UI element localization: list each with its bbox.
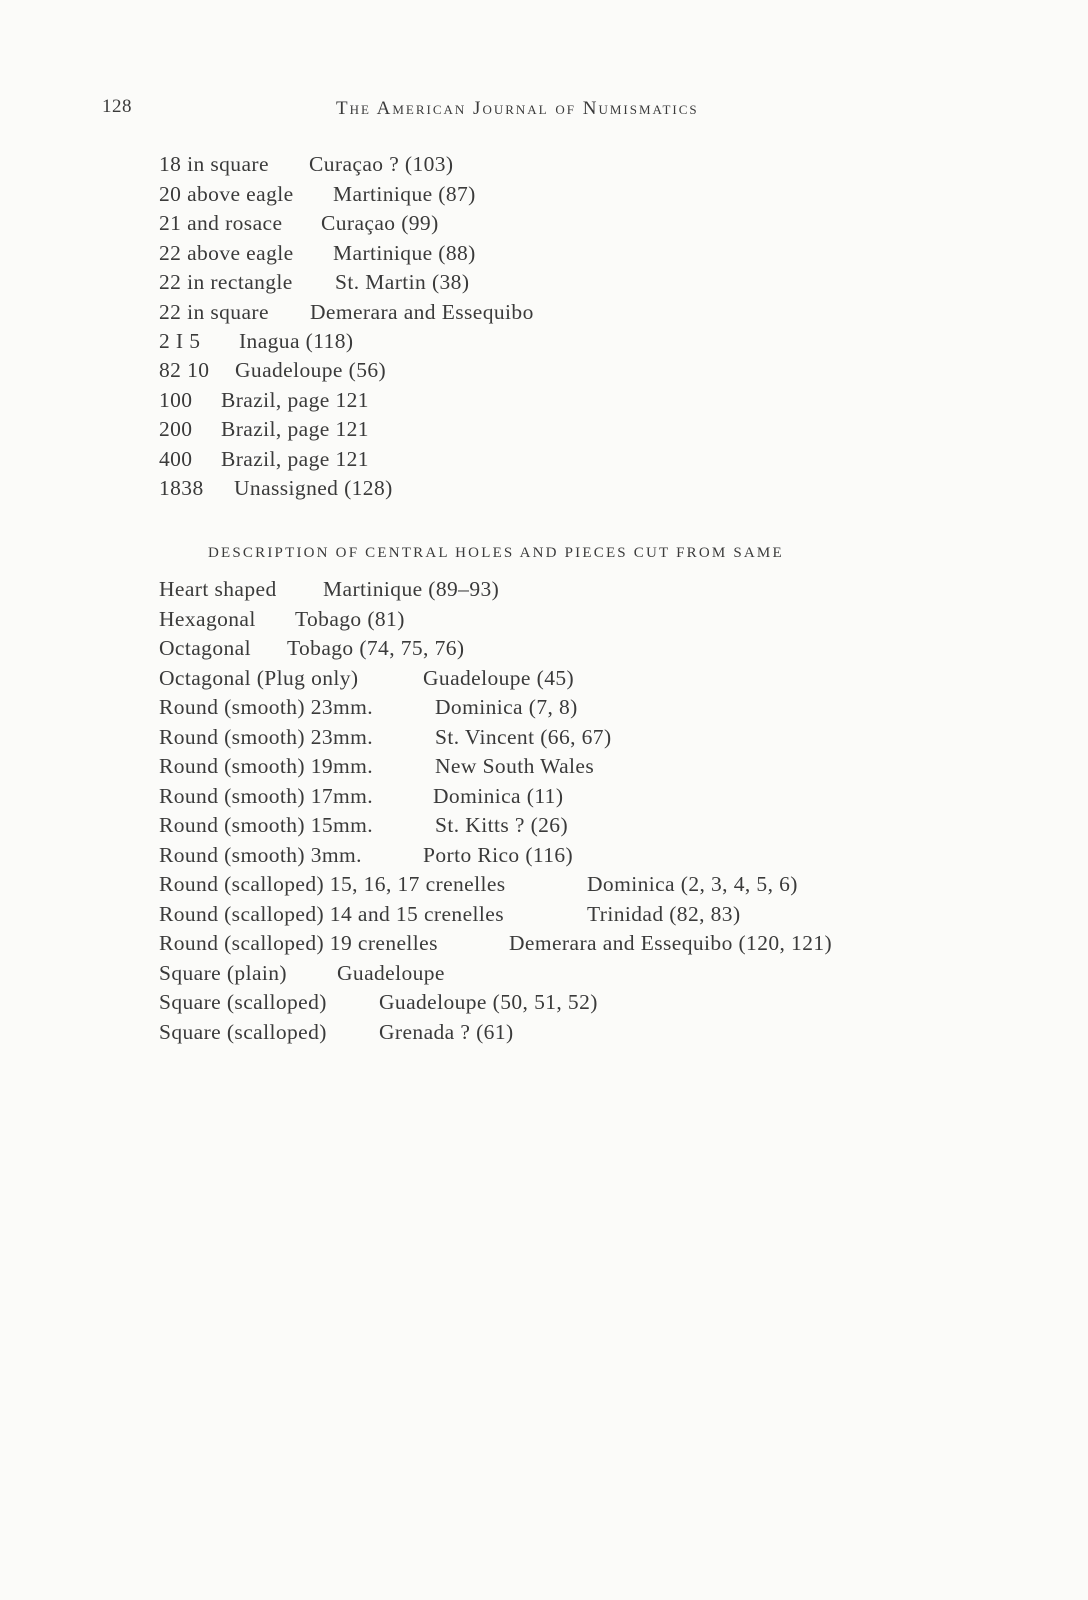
entry-key: Round (scalloped) 15, 16, 17 crenelles (159, 872, 506, 896)
entry-value: Inagua (118) (239, 329, 354, 353)
entry-key: 400 (159, 447, 193, 471)
list-item (159, 300, 534, 325)
entry-key: Round (smooth) 23mm. (159, 695, 374, 719)
list-item (159, 961, 445, 986)
entry-key: 22 above eagle (159, 241, 294, 265)
entry-value: Tobago (74, 75, 76) (287, 636, 465, 660)
list-item (159, 1020, 514, 1045)
entry-value: Curaçao (99) (321, 211, 439, 235)
entry-value: Dominica (11) (433, 784, 564, 808)
entry-key: Octagonal (159, 636, 251, 660)
entry-key: Square (scalloped) (159, 1020, 327, 1044)
entry-value: Tobago (81) (295, 607, 405, 631)
list-item (159, 417, 369, 442)
entry-value: Martinique (87) (333, 182, 476, 206)
entry-key: Square (plain) (159, 961, 287, 985)
page-number: 128 (102, 96, 132, 117)
entry-value: Trinidad (82, 83) (587, 902, 741, 926)
list-item (159, 211, 439, 236)
list-item (159, 725, 612, 750)
list-item (159, 241, 476, 266)
entry-key: 20 above eagle (159, 182, 294, 206)
entry-value: Demerara and Essequibo (310, 300, 534, 324)
entry-value: Brazil, page 121 (221, 447, 369, 471)
entry-key: 18 in square (159, 152, 269, 176)
entry-key: 22 in square (159, 300, 269, 324)
list-item (159, 931, 832, 956)
list-item (159, 754, 594, 779)
list-item (159, 388, 369, 413)
entry-value: Unassigned (128) (234, 476, 393, 500)
entry-value: Brazil, page 121 (221, 417, 369, 441)
entry-key: Round (smooth) 3mm. (159, 843, 362, 867)
list-item (159, 695, 578, 720)
entry-key: Round (scalloped) 19 crenelles (159, 931, 438, 955)
entry-value: St. Martin (38) (335, 270, 470, 294)
list-item (159, 636, 464, 661)
entry-key: 22 in rectangle (159, 270, 293, 294)
list-item (159, 902, 741, 927)
entry-key: Heart shaped (159, 577, 277, 601)
list-item (159, 843, 573, 868)
entry-key: 82 10 (159, 358, 210, 382)
entry-value: Guadeloupe (56) (235, 358, 387, 382)
entry-value: Martinique (89–93) (323, 577, 500, 601)
entry-key: 100 (159, 388, 193, 412)
list-item (159, 872, 798, 897)
entry-key: 1838 (159, 476, 204, 500)
list-item (159, 182, 476, 207)
list-item (159, 447, 369, 472)
entry-value: New South Wales (435, 754, 595, 778)
list-item (159, 577, 499, 602)
entry-key: Round (smooth) 17mm. (159, 784, 374, 808)
entry-value: Porto Rico (116) (423, 843, 574, 867)
list-item (159, 329, 353, 354)
list-item (159, 666, 574, 691)
list-item (159, 152, 454, 177)
list-item (159, 607, 405, 632)
entry-value: Dominica (7, 8) (435, 695, 578, 719)
list-item (159, 358, 386, 383)
entry-key: Octagonal (Plug only) (159, 666, 359, 690)
running-head: The American Journal of Numismatics (336, 98, 699, 119)
list-item (159, 476, 393, 501)
entry-value: Demerara and Essequibo (120, 121) (509, 931, 833, 955)
entry-value: Brazil, page 121 (221, 388, 369, 412)
entry-key: Round (smooth) 19mm. (159, 754, 374, 778)
entry-value: Curaçao ? (103) (309, 152, 454, 176)
section-heading: DESCRIPTION OF CENTRAL HOLES AND PIECES CUT FROM SAME (208, 545, 784, 561)
entry-value: Guadeloupe (45) (423, 666, 575, 690)
entry-value: Guadeloupe (337, 961, 445, 985)
entry-key: 200 (159, 417, 193, 441)
entry-value: Guadeloupe (50, 51, 52) (379, 990, 598, 1014)
entry-key: Hexagonal (159, 607, 256, 631)
entry-key: 21 and rosace (159, 211, 283, 235)
entry-value: St. Kitts ? (26) (435, 813, 569, 837)
list-item (159, 990, 598, 1015)
entry-key: Round (smooth) 15mm. (159, 813, 374, 837)
list-item (159, 270, 469, 295)
entry-key: Square (scalloped) (159, 990, 327, 1014)
entry-key: Round (smooth) 23mm. (159, 725, 374, 749)
entry-key: Round (scalloped) 14 and 15 crenelles (159, 902, 504, 926)
list-item (159, 813, 568, 838)
entry-value: Martinique (88) (333, 241, 476, 265)
entry-value: St. Vincent (66, 67) (435, 725, 612, 749)
list-item (159, 784, 563, 809)
entry-key: 2 I 5 (159, 329, 201, 353)
entry-value: Grenada ? (61) (379, 1020, 514, 1044)
entry-value: Dominica (2, 3, 4, 5, 6) (587, 872, 798, 896)
